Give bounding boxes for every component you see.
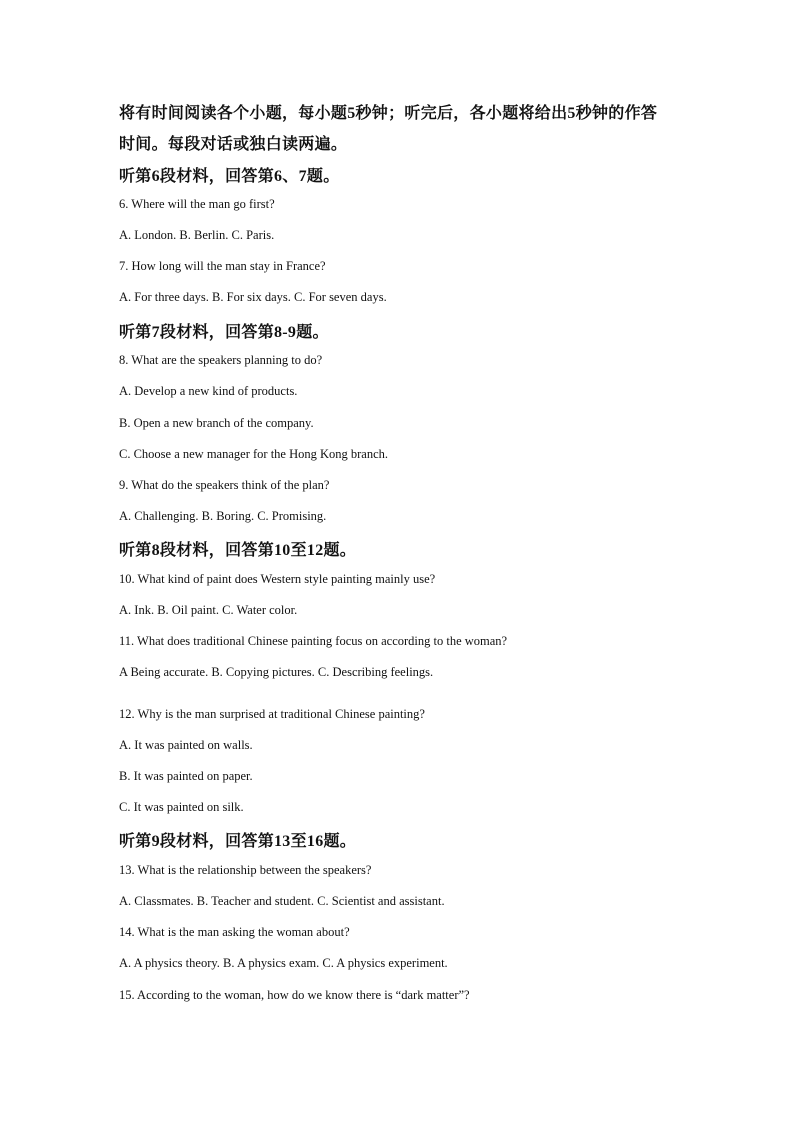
option-8a: A. Develop a new kind of products. (119, 384, 298, 398)
section-header: 听第9段材料，回答第13至16题。 (119, 833, 357, 850)
question-8: 8. What are the speakers planning to do? (119, 353, 323, 367)
option-8b: B. Open a new branch of the company. (119, 416, 314, 430)
section-header: 听第8段材料，回答第10至12题。 (119, 542, 357, 559)
question-9: 9. What do the speakers think of the plan? (119, 478, 330, 492)
question-14: 14. What is the man asking the woman about? (119, 925, 350, 939)
section-header: 听第7段材料，回答第8-9题。 (119, 324, 329, 341)
options-6: A. London. B. Berlin. C. Paris. (119, 228, 275, 242)
section-header: 听第6段材料，回答第6、7题。 (119, 168, 340, 185)
option-12a: A. It was painted on walls. (119, 738, 253, 752)
question-6: 6. Where will the man go first? (119, 197, 275, 211)
question-11: 11. What does traditional Chinese painting focus on according to the woman? (119, 634, 508, 648)
options-14: A. A physics theory. B. A physics exam. C. A physics experiment. (119, 956, 448, 970)
intro-line-1: 将有时间阅读各个小题，每小题5秒钟；听完后，各小题将给出5秒钟的作答 (119, 105, 658, 122)
option-12c: C. It was painted on silk. (119, 800, 244, 814)
option-12b: B. It was painted on paper. (119, 769, 253, 783)
options-9: A. Challenging. B. Boring. C. Promising. (119, 509, 327, 523)
options-11: A Being accurate. B. Copying pictures. C. Describing feelings. (119, 665, 434, 679)
intro-line-2: 时间。每段对话或独白读两遍。 (119, 136, 348, 153)
question-12: 12. Why is the man surprised at traditional Chinese painting? (119, 707, 425, 721)
question-15: 15. According to the woman, how do we know there is “dark matter”? (119, 988, 470, 1002)
question-13: 13. What is the relationship between the speakers? (119, 863, 372, 877)
options-7: A. For three days. B. For six days. C. For seven days. (119, 290, 387, 304)
options-13: A. Classmates. B. Teacher and student. C. Scientist and assistant. (119, 894, 445, 908)
options-10: A. Ink. B. Oil paint. C. Water color. (119, 603, 298, 617)
question-7: 7. How long will the man stay in France? (119, 259, 326, 273)
option-8c: C. Choose a new manager for the Hong Kong branch. (119, 447, 389, 461)
question-10: 10. What kind of paint does Western style painting mainly use? (119, 572, 436, 586)
